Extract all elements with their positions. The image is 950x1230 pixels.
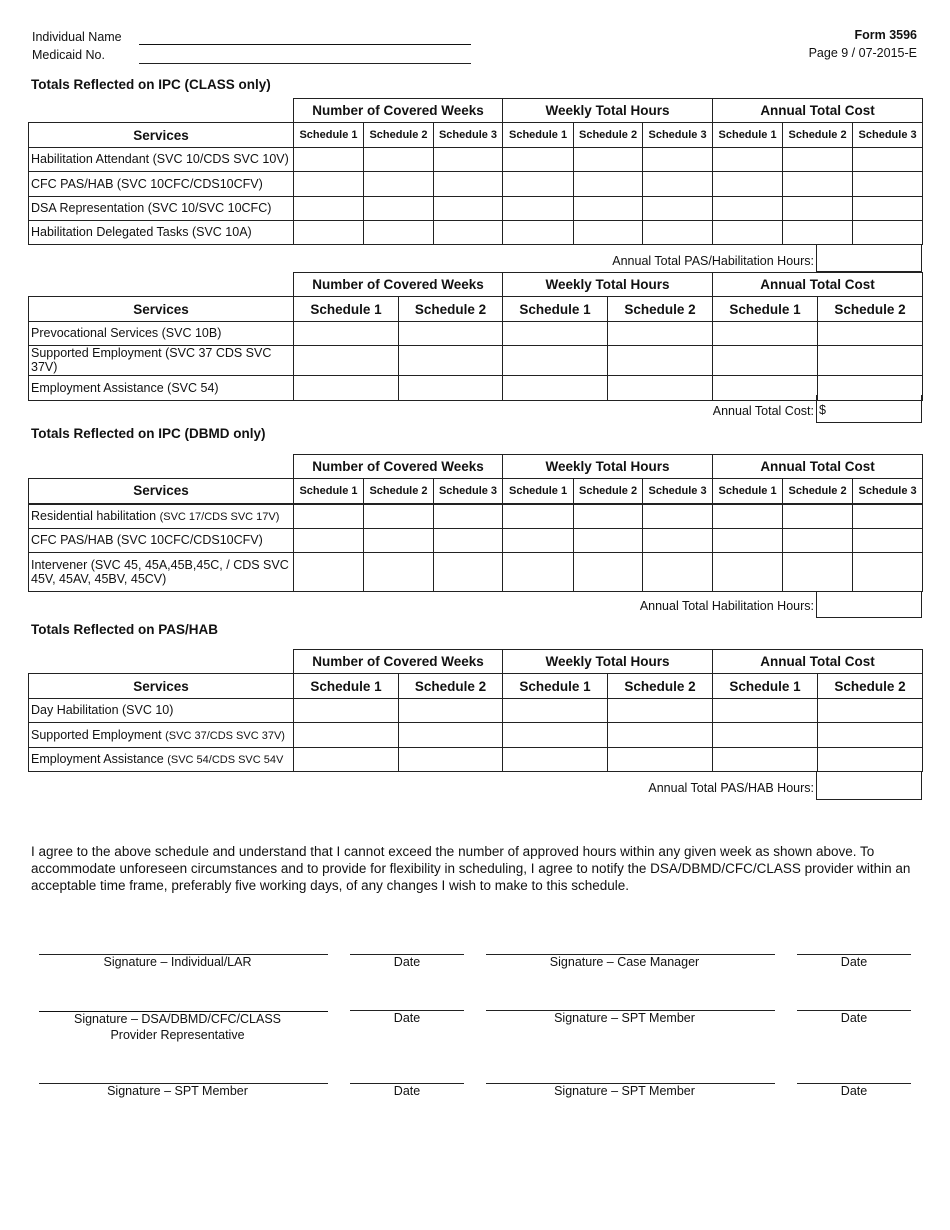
input-cell[interactable] [574, 529, 643, 553]
input-cell[interactable] [294, 221, 364, 245]
schedule-1-header: Schedule 1 [713, 674, 818, 699]
input-cell[interactable] [399, 375, 503, 400]
input-cell[interactable] [643, 553, 713, 592]
input-cell[interactable] [294, 322, 399, 346]
schedule-1-header: Schedule 1 [294, 674, 399, 699]
input-cell[interactable] [713, 723, 818, 748]
input-cell[interactable] [783, 221, 853, 245]
table-row [29, 322, 923, 346]
schedule-2-header: Schedule 2 [608, 674, 713, 699]
input-cell[interactable] [294, 197, 364, 221]
schedule-1-header: Schedule 1 [294, 123, 364, 148]
date-label: Date [840, 1084, 868, 1098]
service-name: Supported Employment (SVC 37 CDS SVC 37V) [29, 346, 294, 376]
input-cell[interactable] [643, 148, 713, 172]
input-cell[interactable] [503, 504, 574, 529]
hours-group-header: Weekly Total Hours [503, 455, 713, 479]
table-row [29, 375, 923, 400]
date-label: Date [393, 1011, 421, 1025]
input-cell[interactable] [434, 172, 503, 197]
schedule-3-header: Schedule 3 [434, 479, 503, 504]
input-cell[interactable] [713, 322, 818, 346]
input-cell[interactable] [608, 322, 713, 346]
input-cell[interactable] [783, 197, 853, 221]
pashab-table [28, 649, 923, 772]
input-cell[interactable] [818, 346, 923, 376]
input-cell[interactable] [713, 699, 818, 723]
service-name: Residential habilitation (SVC 17/CDS SVC 17V) [29, 504, 294, 529]
schedule-2-header: Schedule 2 [783, 123, 853, 148]
input-cell[interactable] [783, 529, 853, 553]
input-cell[interactable] [399, 723, 503, 748]
schedule-2-header: Schedule 2 [399, 674, 503, 699]
input-cell[interactable] [503, 723, 608, 748]
input-cell[interactable] [294, 172, 364, 197]
date-label: Date [393, 1084, 421, 1098]
schedule-1-header: Schedule 1 [294, 297, 399, 322]
date-label: Date [840, 955, 868, 969]
date-label: Date [393, 955, 421, 969]
signature-spt-member-label: Signature – SPT Member [554, 1011, 695, 1025]
class-pas-hours-total-field[interactable] [816, 245, 922, 272]
class-section-title: Totals Reflected on IPC (CLASS only) [31, 77, 271, 92]
services-header: Services [29, 297, 294, 322]
input-cell[interactable] [853, 529, 923, 553]
input-cell[interactable] [713, 504, 783, 529]
input-cell[interactable] [713, 172, 783, 197]
pashab-hours-total-label: Annual Total PAS/HAB Hours: [648, 781, 814, 795]
input-cell[interactable] [574, 221, 643, 245]
weeks-group-header: Number of Covered Weeks [294, 455, 503, 479]
class-cost-total-label: Annual Total Cost: [712, 404, 814, 418]
schedule-1-header: Schedule 1 [503, 123, 574, 148]
input-cell[interactable] [399, 346, 503, 376]
schedule-2-header: Schedule 2 [364, 123, 434, 148]
input-cell[interactable] [503, 197, 574, 221]
input-cell[interactable] [503, 322, 608, 346]
input-cell[interactable] [818, 699, 923, 723]
services-header: Services [29, 479, 294, 504]
input-cell[interactable] [434, 529, 503, 553]
service-name: Employment Assistance (SVC 54) [29, 375, 294, 400]
input-cell[interactable] [434, 504, 503, 529]
input-cell[interactable] [713, 529, 783, 553]
input-cell[interactable] [818, 748, 923, 772]
input-cell[interactable] [294, 553, 364, 592]
input-cell[interactable] [294, 723, 399, 748]
signature-individual-label: Signature – Individual/LAR [103, 955, 252, 969]
pashab-section-title: Totals Reflected on PAS/HAB [31, 622, 219, 637]
table-row [29, 504, 923, 529]
table-row [29, 172, 923, 197]
input-cell[interactable] [783, 553, 853, 592]
input-cell[interactable] [783, 148, 853, 172]
input-cell[interactable] [853, 504, 923, 529]
dbmd-hours-total-label: Annual Total Habilitation Hours: [639, 599, 814, 613]
agreement-text: I agree to the above schedule and understand that I cannot exceed the number of approved hours within any given week as shown above. To accommodate unforeseen circumstances and to provide for flexibility in scheduling, I agree to notify the DSA/DBMD/CFC/CLASS provider within an acceptable time frame, preferably five working days, of any changes I wish to make to this schedule. [31, 844, 911, 893]
input-cell[interactable] [853, 172, 923, 197]
individual-name-label: Individual Name [32, 30, 122, 44]
input-cell[interactable] [434, 197, 503, 221]
signature-provider-label: Signature – DSA/DBMD/CFC/CLASS Provider Representative [73, 1012, 281, 1042]
hours-group-header: Weekly Total Hours [503, 273, 713, 297]
signature-spt-member-label: Signature – SPT Member [107, 1084, 248, 1098]
weeks-group-header: Number of Covered Weeks [294, 273, 503, 297]
input-cell[interactable] [434, 148, 503, 172]
service-name: Habilitation Delegated Tasks (SVC 10A) [29, 221, 294, 245]
input-cell[interactable] [574, 172, 643, 197]
schedule-1-header: Schedule 1 [503, 297, 608, 322]
input-cell[interactable] [294, 375, 399, 400]
input-cell[interactable] [713, 221, 783, 245]
input-cell[interactable] [643, 197, 713, 221]
input-cell[interactable] [503, 346, 608, 376]
service-name: Supported Employment (SVC 37/CDS SVC 37V) [29, 723, 294, 748]
input-cell[interactable] [503, 221, 574, 245]
input-cell[interactable] [294, 148, 364, 172]
input-cell[interactable] [643, 504, 713, 529]
hours-group-header: Weekly Total Hours [503, 99, 713, 123]
page-info: Page 9 / 07-2015-E [808, 46, 917, 60]
schedule-1-header: Schedule 1 [713, 123, 783, 148]
schedule-1-header: Schedule 1 [713, 479, 783, 504]
class-cost-total-field[interactable]: $ [816, 395, 922, 423]
input-cell[interactable] [503, 553, 574, 592]
service-name: DSA Representation (SVC 10/SVC 10CFC) [29, 197, 294, 221]
input-cell[interactable] [853, 221, 923, 245]
input-cell[interactable] [713, 148, 783, 172]
services-header: Services [29, 674, 294, 699]
input-cell[interactable] [364, 504, 434, 529]
input-cell[interactable] [364, 148, 434, 172]
input-cell[interactable] [818, 322, 923, 346]
class-hours-table [28, 98, 923, 245]
services-header: Services [29, 123, 294, 148]
form-number: Form 3596 [854, 28, 917, 42]
input-cell[interactable] [713, 553, 783, 592]
medicaid-no-field[interactable] [139, 63, 471, 64]
input-cell[interactable] [364, 221, 434, 245]
individual-name-field[interactable] [139, 44, 471, 45]
schedule-2-header: Schedule 2 [818, 674, 923, 699]
input-cell[interactable] [434, 553, 503, 592]
input-cell[interactable] [608, 346, 713, 376]
input-cell[interactable] [713, 375, 818, 400]
input-cell[interactable] [399, 748, 503, 772]
schedule-3-header: Schedule 3 [853, 479, 923, 504]
input-cell[interactable] [608, 375, 713, 400]
input-cell[interactable] [608, 748, 713, 772]
input-cell[interactable] [608, 699, 713, 723]
dbmd-table [28, 454, 923, 592]
service-name: CFC PAS/HAB (SVC 10CFC/CDS10CFV) [29, 172, 294, 197]
table-row [29, 221, 923, 245]
cost-group-header: Annual Total Cost [713, 273, 923, 297]
service-name: Prevocational Services (SVC 10B) [29, 322, 294, 346]
input-cell[interactable] [364, 172, 434, 197]
input-cell[interactable] [503, 172, 574, 197]
input-cell[interactable] [503, 148, 574, 172]
dbmd-section-title: Totals Reflected on IPC (DBMD only) [31, 426, 266, 441]
input-cell[interactable] [503, 375, 608, 400]
table-row [29, 529, 923, 553]
input-cell[interactable] [294, 748, 399, 772]
input-cell[interactable] [853, 553, 923, 592]
input-cell[interactable] [294, 529, 364, 553]
schedule-2-header: Schedule 2 [574, 479, 643, 504]
input-cell[interactable] [818, 723, 923, 748]
input-cell[interactable] [294, 699, 399, 723]
schedule-2-header: Schedule 2 [399, 297, 503, 322]
schedule-2-header: Schedule 2 [818, 297, 923, 322]
table-row [29, 346, 923, 376]
input-cell[interactable] [294, 346, 399, 376]
input-cell[interactable] [364, 197, 434, 221]
input-cell[interactable] [643, 529, 713, 553]
schedule-3-header: Schedule 3 [434, 123, 503, 148]
schedule-1-header: Schedule 1 [503, 674, 608, 699]
service-name: Intervener (SVC 45, 45A,45B,45C, / CDS SVC 45V, 45AV, 45BV, 45CV) [29, 553, 294, 592]
table-row [29, 553, 923, 592]
input-cell[interactable] [643, 172, 713, 197]
cost-group-header: Annual Total Cost [713, 650, 923, 674]
input-cell[interactable] [853, 148, 923, 172]
input-cell[interactable] [783, 172, 853, 197]
input-cell[interactable] [364, 553, 434, 592]
table-row [29, 748, 923, 772]
cost-group-header: Annual Total Cost [713, 455, 923, 479]
input-cell[interactable] [574, 504, 643, 529]
signature-case-manager-label: Signature – Case Manager [549, 955, 700, 969]
input-cell[interactable] [503, 529, 574, 553]
medicaid-no-label: Medicaid No. [32, 48, 105, 62]
dbmd-hours-total-field[interactable] [816, 591, 922, 618]
cost-group-header: Annual Total Cost [713, 99, 923, 123]
input-cell[interactable] [434, 221, 503, 245]
schedule-1-header: Schedule 1 [503, 479, 574, 504]
service-name: CFC PAS/HAB (SVC 10CFC/CDS10CFV) [29, 529, 294, 553]
schedule-2-header: Schedule 2 [783, 479, 853, 504]
class-cost-table [28, 272, 923, 401]
input-cell[interactable] [608, 723, 713, 748]
table-row [29, 699, 923, 723]
schedule-2-header: Schedule 2 [574, 123, 643, 148]
schedule-2-header: Schedule 2 [608, 297, 713, 322]
service-name: Habilitation Attendant (SVC 10/CDS SVC 10V) [29, 148, 294, 172]
input-cell[interactable] [713, 748, 818, 772]
input-cell[interactable] [399, 322, 503, 346]
schedule-3-header: Schedule 3 [853, 123, 923, 148]
table-row [29, 148, 923, 172]
table-row [29, 197, 923, 221]
table-row [29, 723, 923, 748]
service-name: Day Habilitation (SVC 10) [29, 699, 294, 723]
input-cell[interactable] [294, 504, 364, 529]
weeks-group-header: Number of Covered Weeks [294, 99, 503, 123]
class-pas-hours-total-label: Annual Total PAS/Habilitation Hours: [612, 254, 814, 268]
input-cell[interactable] [713, 346, 818, 376]
input-cell[interactable] [574, 197, 643, 221]
input-cell[interactable] [503, 699, 608, 723]
schedule-3-header: Schedule 3 [643, 123, 713, 148]
date-label: Date [840, 1011, 868, 1025]
service-name: Employment Assistance (SVC 54/CDS SVC 54V [29, 748, 294, 772]
input-cell[interactable] [574, 553, 643, 592]
schedule-2-header: Schedule 2 [364, 479, 434, 504]
signature-spt-member-label: Signature – SPT Member [554, 1084, 695, 1098]
input-cell[interactable] [713, 197, 783, 221]
input-cell[interactable] [643, 221, 713, 245]
input-cell[interactable] [574, 148, 643, 172]
input-cell[interactable] [364, 529, 434, 553]
pashab-hours-total-field[interactable] [816, 772, 922, 800]
hours-group-header: Weekly Total Hours [503, 650, 713, 674]
input-cell[interactable] [503, 748, 608, 772]
input-cell[interactable] [399, 699, 503, 723]
weeks-group-header: Number of Covered Weeks [294, 650, 503, 674]
schedule-1-header: Schedule 1 [713, 297, 818, 322]
input-cell[interactable] [783, 504, 853, 529]
schedule-3-header: Schedule 3 [643, 479, 713, 504]
schedule-1-header: Schedule 1 [294, 479, 364, 504]
input-cell[interactable] [853, 197, 923, 221]
